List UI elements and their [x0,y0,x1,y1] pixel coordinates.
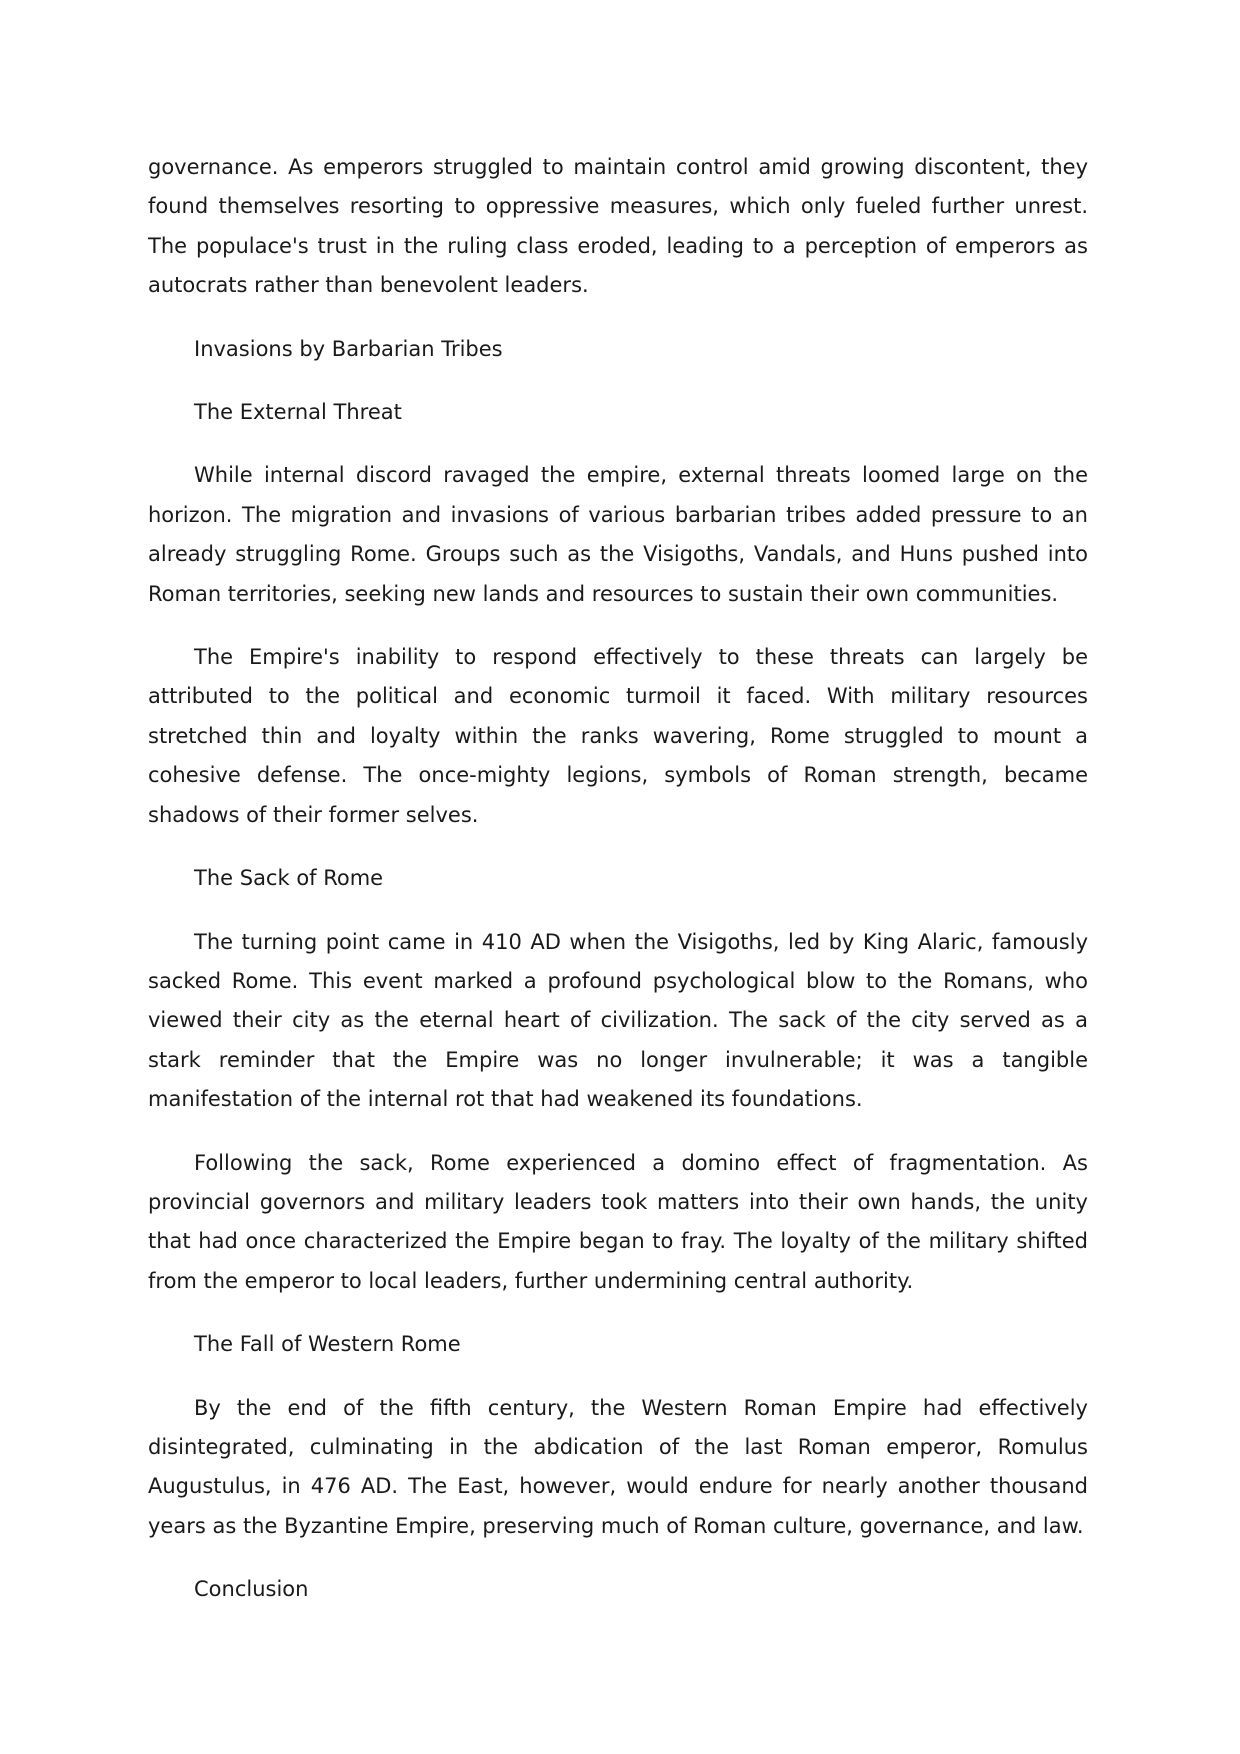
subheading-external-threat: The External Threat [194,400,402,425]
paragraph-end-fifth-century: By the end of the fifth century, the Western Roman Empire had effectively disintegrated, culminating in the abdication of the last Roman emperor, Romulus Augustulus, in 476 AD. The East, however, would endure for nearly another thousand years as the Byzantine Empire, preserving much of Roman culture, governance, and law. [148,1395,1088,1538]
subheading-fall-of-western-rome: The Fall of Western Rome [194,1332,461,1357]
subheading-sack-of-rome: The Sack of Rome [194,866,384,891]
section-heading-conclusion: Conclusion [194,1577,309,1602]
paragraph-turning-point: The turning point came in 410 AD when the Visigoths, led by King Alaric, famously sacked Rome. This event marked a profound psychological blow to the Romans, who viewed their city as the eternal heart of civilization. The sack of the city served as a stark reminder that the Empire was no longer invulnerable; it was a tangible manifestation of the internal rot that had weakened its foundations. [148,929,1088,1112]
paragraph-governance-continuation: governance. As emperors struggled to maintain control amid growing discontent, they found themselves resorting to oppressive measures, which only fueled further unrest. The populace's trust in the ruling class eroded, leading to a perception of emperors as autocrats rather than benevolent leaders. [148,155,1088,298]
paragraph-empire-inability: The Empire's inability to respond effectively to these threats can largely be attributed to the political and economic turmoil it faced. With military resources stretched thin and loyalty within the ranks wavering, Rome struggled to mount a cohesive defense. The once-mighty legions, symbols of Roman strength, became shadows of their former selves. [148,645,1088,827]
paragraph-external-threats: While internal discord ravaged the empire, external threats loomed large on the horizon. The migration and invasions of various barbarian tribes added pressure to an already struggling Rome. Groups such as the Visigoths, Vandals, and Huns pushed into Roman territories, seeking new lands and resources to sustain their own communities. [148,463,1088,606]
section-heading-invasions: Invasions by Barbarian Tribes [194,336,503,361]
paragraph-following-sack: Following the sack, Rome experienced a domino effect of fragmentation. As provincial governors and military leaders took matters into their own hands, the unity that had once characterized the Empire began to fray. The loyalty of the military shifted from the emperor to local leaders, further undermining central authority. [148,1150,1088,1293]
document-body [148,148,1088,1634]
